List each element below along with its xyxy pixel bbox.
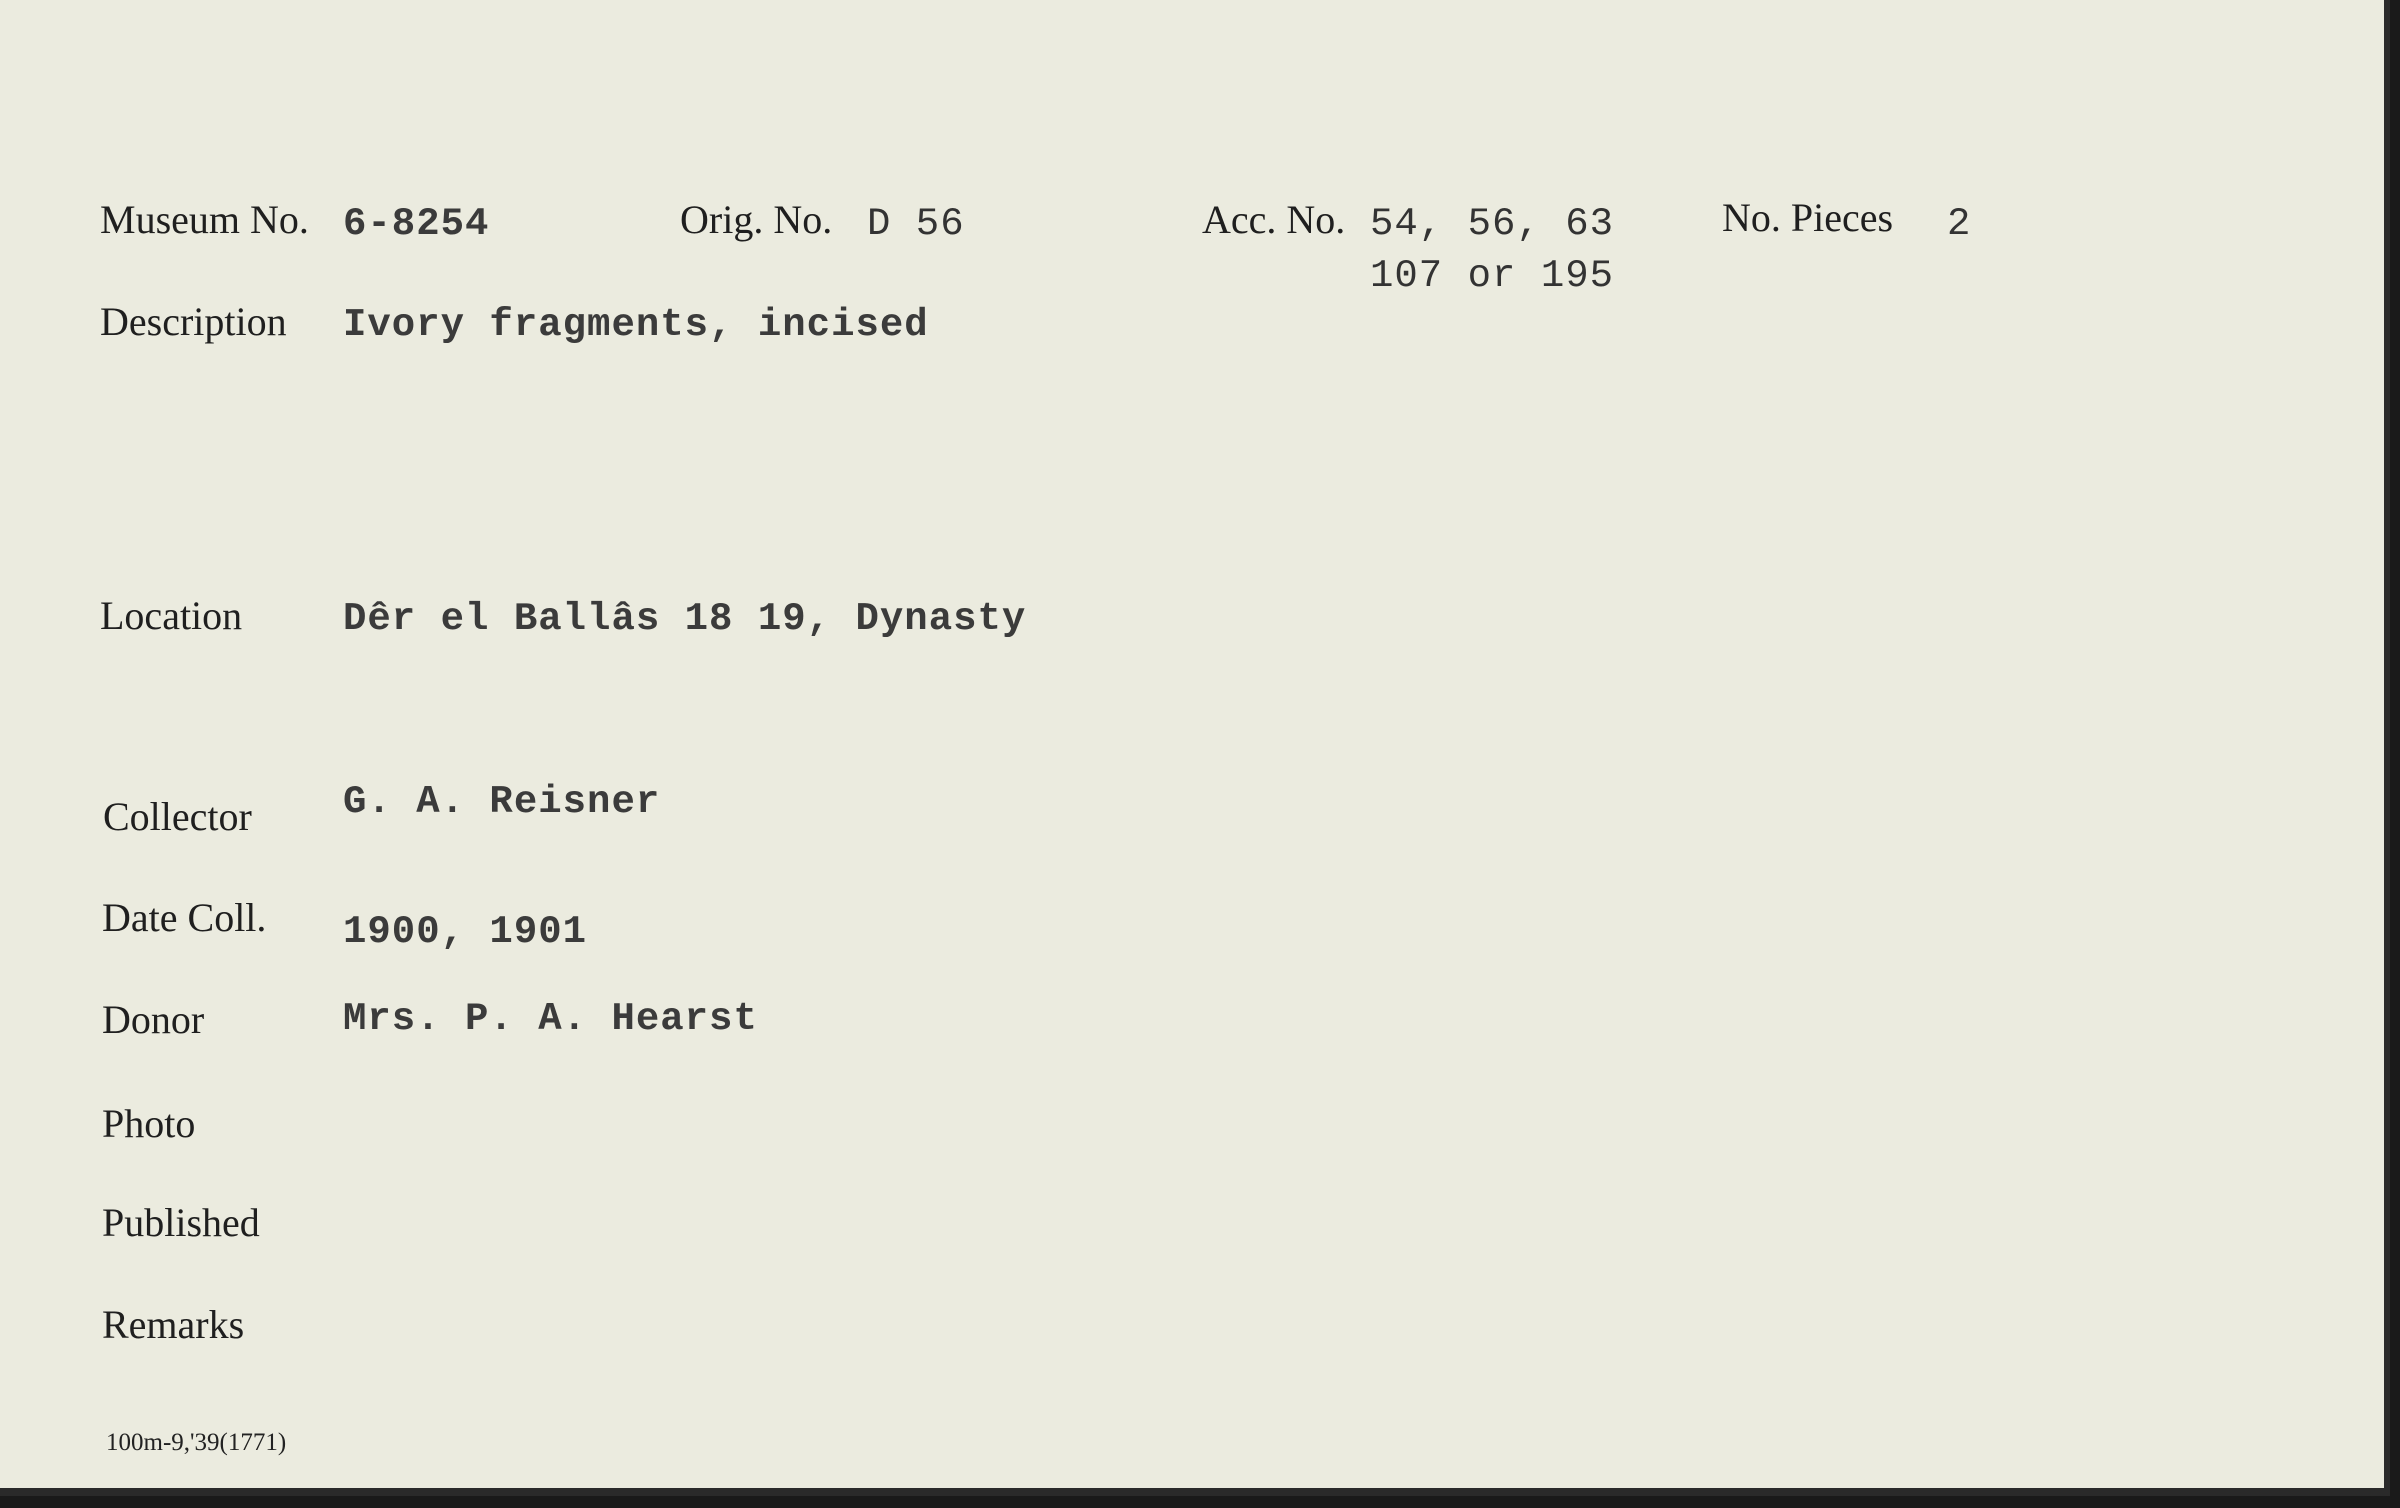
collector-label: Collector	[103, 794, 252, 839]
date-coll-label: Date Coll.	[102, 895, 267, 940]
donor-label: Donor	[102, 997, 205, 1042]
description-label: Description	[100, 299, 287, 344]
acc-no-value-line2: 107 or 195	[1370, 254, 1615, 298]
published-label: Published	[102, 1200, 260, 1245]
location-label: Location	[100, 593, 243, 638]
orig-no-label: Orig. No.	[680, 197, 833, 242]
donor-value: Mrs. P. A. Hearst	[343, 997, 758, 1041]
photo-label: Photo	[102, 1101, 196, 1146]
location-value: Dêr el Ballâs 18 19, Dynasty	[343, 597, 1027, 641]
acc-no-label: Acc. No.	[1202, 197, 1346, 242]
form-code: 100m-9,'39(1771)	[106, 1429, 287, 1456]
orig-no-value: D 56	[867, 202, 965, 246]
no-pieces-value: 2	[1947, 202, 1972, 246]
remarks-label: Remarks	[102, 1302, 245, 1347]
description-value: Ivory fragments, incised	[343, 303, 929, 347]
acc-no-value-line1: 54, 56, 63	[1370, 202, 1615, 246]
museum-no-value: 6-8254	[343, 202, 490, 246]
collector-value: G. A. Reisner	[343, 780, 661, 824]
date-coll-value: 1900, 1901	[343, 910, 588, 954]
no-pieces-label: No. Pieces	[1722, 195, 1894, 240]
museum-no-label: Museum No.	[100, 197, 309, 242]
